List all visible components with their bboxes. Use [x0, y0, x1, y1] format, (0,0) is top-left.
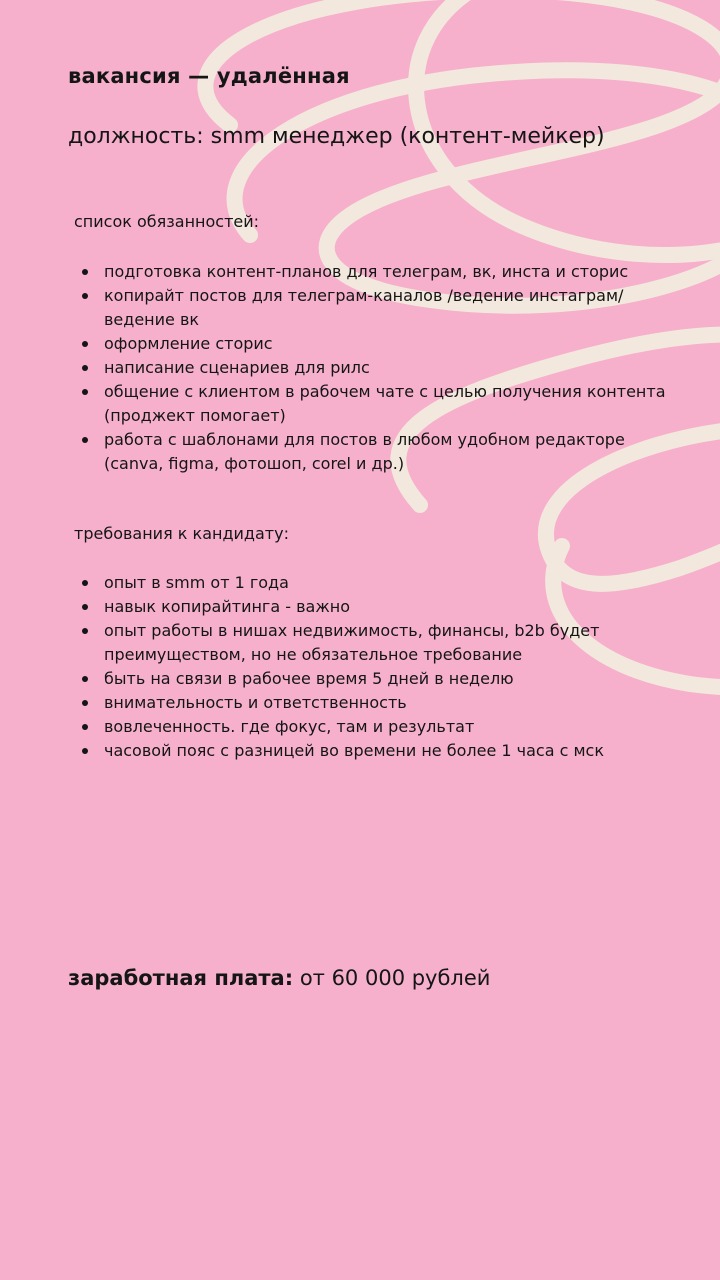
salary-value: от 60 000 рублей — [299, 966, 491, 990]
position-title: должность: smm менеджер (контент-мейкер) — [68, 124, 605, 149]
list-item: опыт в smm от 1 года — [104, 571, 674, 595]
list-item: написание сценариев для рилс — [104, 356, 674, 380]
list-item: оформление сторис — [104, 332, 674, 356]
list-item: внимательность и ответственность — [104, 691, 674, 715]
list-item: вовлеченность. где фокус, там и результат — [104, 715, 674, 739]
list-item: быть на связи в рабочее время 5 дней в неделю — [104, 667, 674, 691]
list-item: общение с клиентом в рабочем чате с целью получения контента (проджект помогает) — [104, 380, 674, 428]
requirements-heading: требования к кандидату: — [74, 524, 289, 543]
list-item: копирайт постов для телеграм-каналов /ведение инстаграм/ведение вк — [104, 284, 674, 332]
duties-list — [104, 260, 674, 476]
duties-heading: список обязанностей: — [74, 212, 260, 231]
requirements-list — [104, 571, 674, 763]
list-item: навык копирайтинга - важно — [104, 595, 674, 619]
list-item: часовой пояс с разницей во времени не более 1 часа с мск — [104, 739, 674, 763]
salary-label: заработная плата: — [68, 966, 294, 990]
list-item: подготовка контент-планов для телеграм, вк, инста и сторис — [104, 260, 674, 284]
list-item: работа с шаблонами для постов в любом удобном редакторе (canva, figma, фотошоп, corel и др.) — [104, 428, 674, 476]
vacancy-title: вакансия — удалённая — [68, 64, 350, 88]
salary-line — [68, 966, 490, 990]
list-item: опыт работы в нишах недвижимость, финансы, b2b будет преимуществом, но не обязательное требование — [104, 619, 674, 667]
